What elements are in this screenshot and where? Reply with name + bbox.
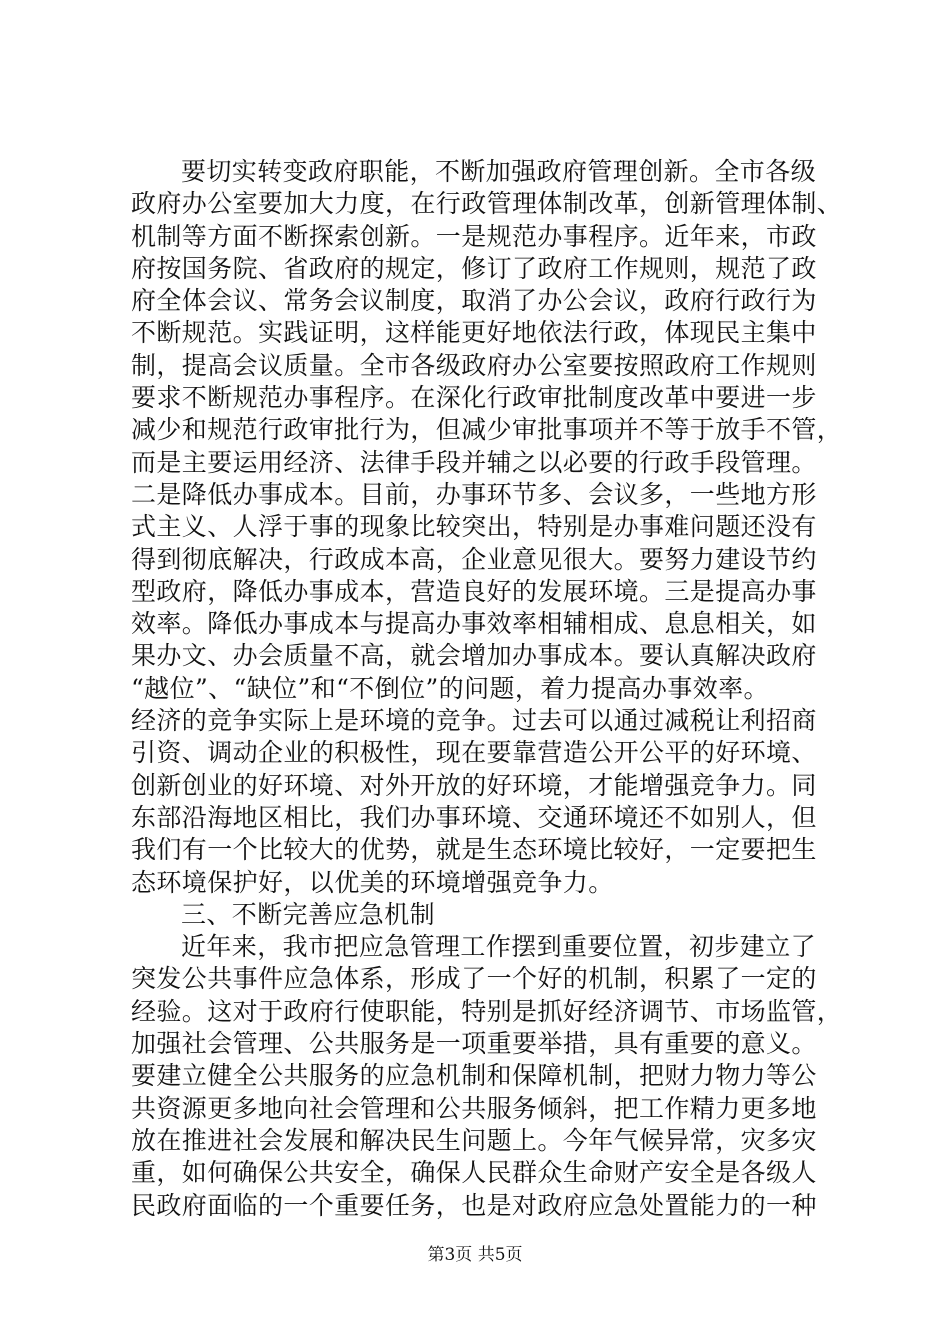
text-line: 二是降低办事成本。目前，办事环节多、会议多，一些地方形 [131, 479, 817, 509]
text-line: 要切实转变政府职能，不断加强政府管理创新。全市各级 [181, 157, 817, 186]
text-line: 府全体会议、常务会议制度，取消了办公会议，政府行政行为 [131, 286, 817, 316]
text-line: 不断规范。实践证明，这样能更好地依法行政，体现民主集中 [131, 318, 817, 348]
text-line: 得到彻底解决，行政成本高，企业意见很大。要努力建设节约 [131, 544, 817, 574]
text-line: 态环境保护好，以优美的环境增强竞争力。 [131, 867, 614, 897]
text-line: 经验。这对于政府行使职能，特别是抓好经济调节、市场监管， [131, 996, 843, 1026]
text-line: 府按国务院、省政府的规定，修订了政府工作规则，规范了政 [131, 253, 817, 283]
text-line: 减少和规范行政审批行为，但减少审批事项并不等于放手不管， [131, 415, 843, 445]
text-line: 政府办公室要加大力度，在行政管理体制改革，创新管理体制、 [131, 189, 843, 219]
text-line: 要求不断规范办事程序。在深化行政审批制度改革中要进一步 [131, 383, 817, 413]
text-line: 式主义、人浮于事的现象比较突出，特别是办事难问题还没有 [131, 512, 817, 542]
section-heading: 三、不断完善应急机制 [181, 899, 436, 929]
text-line: 创新创业的好环境、对外开放的好环境，才能增强竞争力。同 [131, 770, 817, 800]
text-line: 要建立健全公共服务的应急机制和保障机制，把财力物力等公 [131, 1061, 817, 1091]
text-line: 重，如何确保公共安全，确保人民群众生命财产安全是各级人 [131, 1158, 817, 1188]
text-line: 制，提高会议质量。全市各级政府办公室要按照政府工作规则 [131, 350, 817, 380]
text-line: 而是主要运用经济、法律手段并辅之以必要的行政手段管理。 [131, 447, 817, 477]
text-line: 近年来，我市把应急管理工作摆到重要位置，初步建立了 [181, 932, 817, 962]
text-line: 加强社会管理、公共服务是一项重要举措，具有重要的意义。 [131, 1029, 817, 1059]
text-line: 效率。降低办事成本与提高办事效率相辅相成、息息相关，如 [131, 609, 817, 639]
text-line: 突发公共事件应急体系，形成了一个好的机制，积累了一定的 [131, 964, 817, 994]
text-line: 经济的竞争实际上是环境的竞争。过去可以通过减税让利招商 [131, 706, 817, 736]
page-number-footer: 第3页 共5页 [427, 1245, 523, 1265]
text-line: 放在推进社会发展和解决民生问题上。今年气候异常，灾多灾 [131, 1125, 817, 1155]
text-line: 果办文、办会质量不高，就会增加办事成本。要认真解决政府 [131, 641, 817, 671]
document-body [131, 156, 843, 1222]
text-line: 东部沿海地区相比，我们办事环境、交通环境还不如别人，但 [131, 802, 817, 832]
text-line: 我们有一个比较大的优势，就是生态环境比较好，一定要把生 [131, 835, 817, 865]
text-line: “越位”、“缺位”和“不倒位”的问题，着力提高办事效率。 [131, 673, 769, 703]
text-line: 共资源更多地向社会管理和公共服务倾斜，把工作精力更多地 [131, 1093, 817, 1123]
text-line: 型政府，降低办事成本，营造良好的发展环境。三是提高办事 [131, 576, 817, 606]
text-line: 民政府面临的一个重要任务，也是对政府应急处置能力的一种 [131, 1190, 817, 1220]
text-line: 机制等方面不断探索创新。一是规范办事程序。近年来，市政 [131, 221, 817, 251]
text-line: 引资、调动企业的积极性，现在要靠营造公开公平的好环境、 [131, 738, 817, 768]
